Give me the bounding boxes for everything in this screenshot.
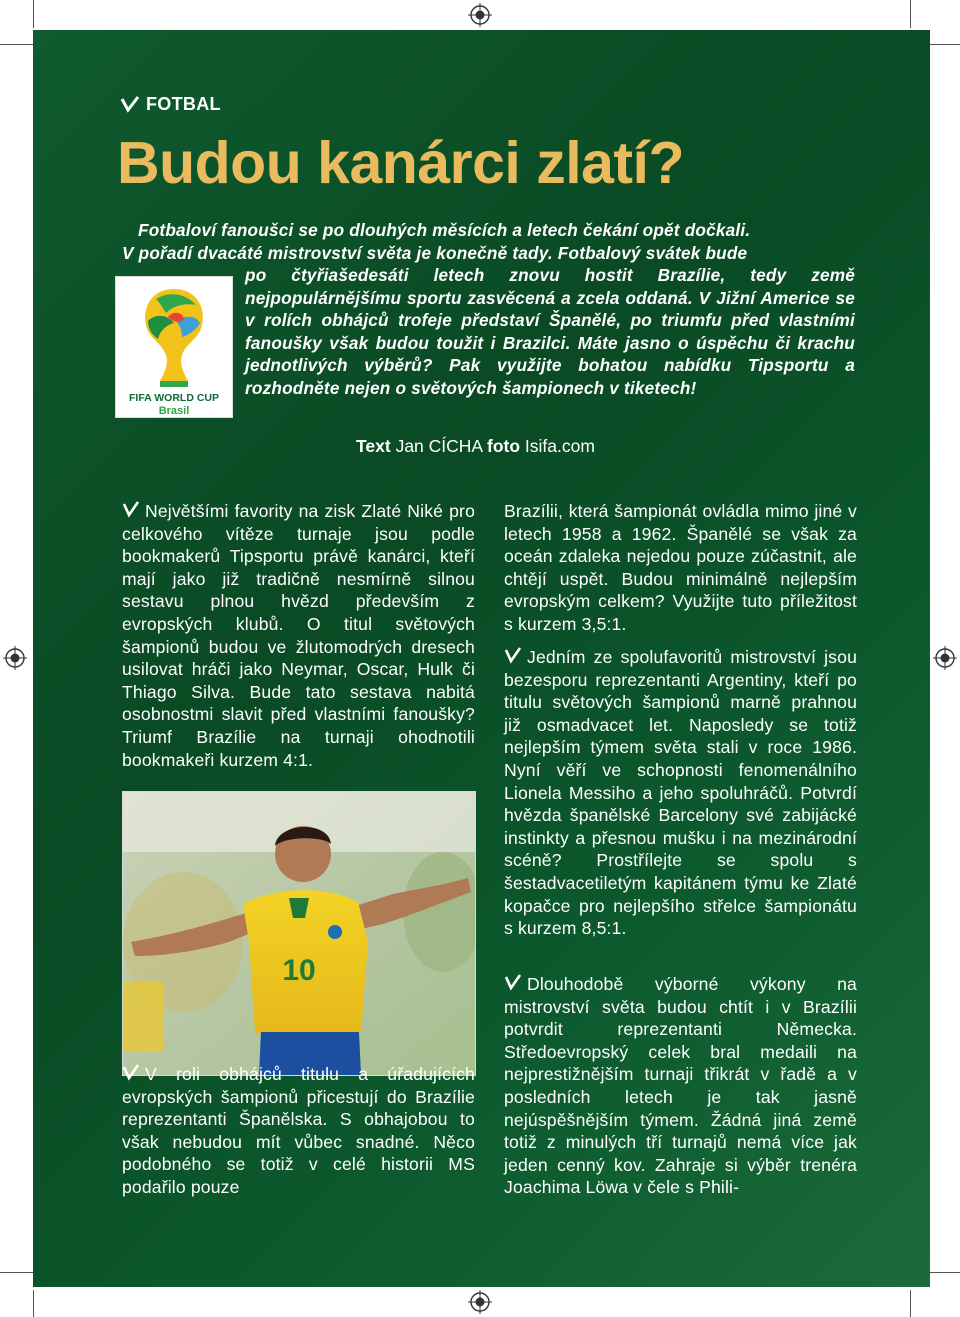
- headline: Budou kanárci zlatí?: [117, 130, 684, 196]
- lead-text: po čtyřiašedesáti letech znovu hostit Brazílie, tedy země nejpopulárnějšímu sportu zasvěcená a zcela oddaná. V Jižní Americe se v rolích obhájců trofeje představí Španělé, po triumfu před vlastními fanoušky však budou toužit i Brazilci. Máte jasno o úspěchu či krachu jednotlivých výběrů? Pak využijte bohatou nabídku Tipsportu a rozhodněte nejen o světových šampionech v tiketech!: [245, 265, 855, 398]
- section-label: [120, 94, 221, 115]
- lead-line-1: Fotbaloví fanoušci se po dlouhých měsících a letech čekání opět dočkali.: [138, 220, 751, 240]
- registration-mark-icon: [468, 3, 492, 27]
- crop-mark: [33, 1290, 34, 1317]
- article-paragraph-spain: [122, 1063, 475, 1199]
- lead-line-2: V pořadí dvacáté mistrovství světa je konečně tady. Fotbalový svátek bude: [122, 243, 748, 263]
- check-icon: [122, 501, 140, 519]
- byline: [356, 436, 595, 457]
- byline-text-label: Text: [356, 436, 391, 456]
- article-paragraph-germany: [504, 973, 857, 1199]
- article-paragraph-argentina: [504, 646, 857, 940]
- trophy-logo-icon: [116, 277, 232, 417]
- paragraph-text: Dlouhodobě výborné výkony na mistrovství světa budou chtít i v Brazílii potvrdit reprezentanti Německa. Středoevropský celek bral medaili na nejprestižnějším turnaji třikrát v řadě a v posledních letech je tak jasně nejúspěšnějším týmem. Žádná jiná země totiž z minulých tří turnajů nemá více jak jeden cenný kov. Zahraje si výběr trenéra Joachima Löwa v čele s Phili-: [504, 974, 857, 1198]
- byline-source: Isifa.com: [524, 436, 595, 456]
- article-page: [33, 30, 930, 1287]
- article-paragraph-favorites: [122, 500, 475, 771]
- check-icon: [504, 974, 522, 992]
- logo-text-line1: FIFA WORLD CUP: [128, 392, 220, 404]
- shirt-number: 10: [282, 954, 316, 987]
- check-icon: [120, 95, 140, 115]
- registration-mark-icon: [933, 646, 957, 670]
- registration-mark-icon: [3, 646, 27, 670]
- crop-mark: [925, 1272, 960, 1273]
- section-title: FOTBAL: [146, 94, 221, 114]
- crop-mark: [925, 44, 960, 45]
- crop-mark: [910, 0, 911, 28]
- byline-photo-label: foto: [487, 436, 521, 456]
- byline-author: Jan CÍCHA: [395, 436, 483, 456]
- crop-mark: [33, 0, 34, 28]
- player-photo: [122, 791, 476, 1076]
- neymar-photo: [123, 792, 475, 1075]
- check-icon: [504, 647, 522, 665]
- crop-mark: [910, 1290, 911, 1317]
- paragraph-text: Největšími favority na zisk Zlaté Niké pro celkového vítěze turnaje jsou podle bookmakerů Tipsportu právě kanárci, kteří mají jako již tradičně nesmírně silnou sestavu plnou hvězd především z evropských klubů. O titul světových šampionů budou ve žlutomodrých dresech usilovat hráči jako Neymar, Oscar, Hulk či Thiago Silva. Bude tato sestava nabitá osobnostmi slavit před vlastními fanoušky? Triumf Brazílie na turnaji ohodnotili bookmakeři kurzem 4:1.: [122, 501, 475, 770]
- crop-mark: [0, 44, 36, 45]
- logo-text-line2: Brasil: [158, 405, 190, 417]
- paragraph-text: Brazílii, která šampionát ovládla mimo jiné v letech 1958 a 1962. Španělé se však za oceán zdaleka nejedou pouze zúčastnit, ale chtějí uspět. Budou minimálně nejlepším evropským celkem? Využijte tuto příležitost s kurzem 3,5:1.: [504, 501, 857, 634]
- world-cup-logo: [115, 276, 233, 418]
- check-icon: [122, 1064, 140, 1082]
- paragraph-text: Jedním ze spolufavoritů mistrovství jsou bezesporu reprezentanti Argentiny, kteří po titulu světových šampionů marně prahnou již osmadvacet let. Naposledy se totiž nejlepším týmem světa stali v roce 1986. Nyní věří ve schopnosti fenomenálního Lionela Messiho a jeho spoluhráčů. Potvrdí hvězda španělské Barcelony své zabijácké instinkty a přesnou mušku i na mezinárodní scéně? Prostřílejte se spolu s šestadvacetiletým kapitánem týmu ke Zlaté kopačce pro nejlepšího střelce šampionátu s kurzem 8,5:1.: [504, 647, 857, 939]
- registration-mark-icon: [468, 1290, 492, 1314]
- crop-mark: [0, 1272, 36, 1273]
- paragraph-text: V roli obhájců titulu a úřadujících evropských šampionů přicestují do Brazílie reprezentanti Španělska. S obhajobou to však nebudou mít vůbec snadné. Něco podobného se totiž v celé historii MS podařilo pouze: [122, 1064, 475, 1197]
- article-paragraph-spain-continued: [504, 500, 857, 636]
